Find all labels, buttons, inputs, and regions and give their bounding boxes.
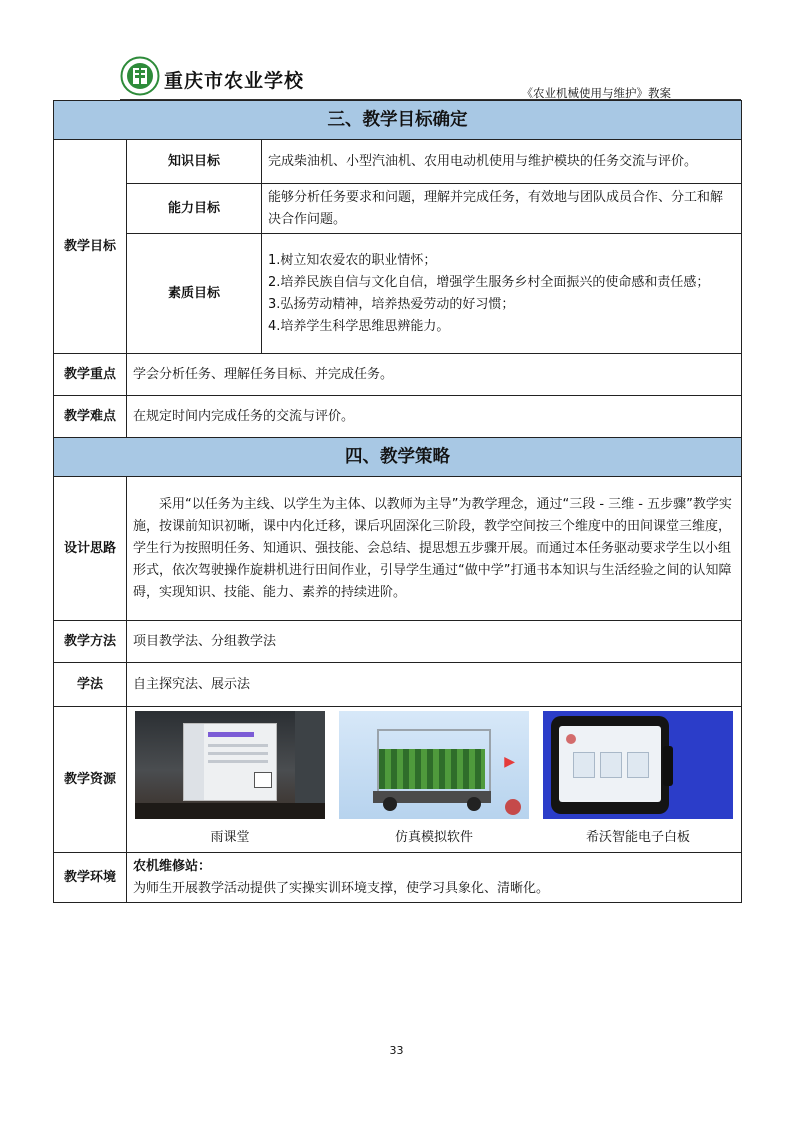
environment-cell	[127, 853, 742, 903]
key-point-label: 教学重点	[54, 354, 127, 396]
page-header	[120, 56, 741, 100]
learning-text: 自主探究法、展示法	[127, 663, 742, 707]
resource-caption: 希沃智能电子白板	[585, 830, 690, 845]
school-name: 重庆市农业学校	[164, 70, 305, 92]
resources-cell	[127, 707, 742, 853]
lesson-plan-table	[53, 100, 742, 903]
goals-label: 教学目标	[54, 140, 127, 354]
environment-title: 农机维修站：	[133, 858, 212, 874]
resource-item	[135, 711, 325, 849]
quality-goal-line: 1.树立知农爱农的职业情怀；	[268, 252, 437, 268]
difficulty-text: 在规定时间内完成任务的交流与评价。	[127, 396, 742, 438]
quality-goal-label: 素质目标	[127, 234, 262, 354]
arrow-icon: ▶	[504, 754, 515, 770]
resources-label: 教学资源	[54, 707, 127, 853]
section-title-strategy: 四、教学策略	[54, 438, 742, 477]
knowledge-goal-text: 完成柴油机、小型汽油机、农用电动机使用与维护模块的任务交流与评价。	[262, 140, 742, 184]
knowledge-goal-label: 知识目标	[127, 140, 262, 184]
ability-goal-label: 能力目标	[127, 184, 262, 234]
rain-classroom-screenshot	[135, 711, 325, 819]
learning-label: 学法	[54, 663, 127, 707]
school-logo-icon	[120, 56, 160, 96]
method-text: 项目教学法、分组教学法	[127, 621, 742, 663]
quality-goal-line: 2.培养民族自信与文化自信，增强学生服务乡村全面振兴的使命感和责任感；	[268, 274, 710, 290]
quality-goal-line: 4.培养学生科学思维思辨能力。	[268, 318, 450, 334]
resource-item	[543, 711, 733, 849]
page-number: 33	[389, 1044, 404, 1057]
quality-goal-line: 3.弘扬劳动精神，培养热爱劳动的好习惯；	[268, 296, 515, 312]
design-label: 设计思路	[54, 477, 127, 621]
method-label: 教学方法	[54, 621, 127, 663]
quality-goal-text	[262, 234, 742, 354]
difficulty-label: 教学难点	[54, 396, 127, 438]
resource-caption: 仿真模拟软件	[394, 830, 473, 845]
key-point-text: 学会分析任务、理解任务目标、并完成任务。	[127, 354, 742, 396]
seewo-whiteboard-photo	[543, 711, 733, 819]
resource-item	[339, 711, 529, 849]
section-title-objectives: 三、教学目标确定	[54, 101, 742, 140]
environment-text: 为师生开展教学活动提供了实操实训环境支撑，使学习具象化、清晰化。	[133, 880, 550, 896]
simulation-software-screenshot	[339, 711, 529, 819]
design-text: 采用“以任务为主线、以学生为主体、以教师为主导”为教学理念，通过“三段 - 三维 - 五步骤”教学实施，按课前知识初晰，课中内化迁移，课后巩固深化三阶段，教学空间按三个维度中的田间课堂三维度，学生行为按照明任务、知通识、强技能、会总结、提思想五步骤开展。而通过本任务驱动要求学生以小组形式，依次驾驶操作旋耕机进行田间作业，引导学生通过“做中学”打通书本知识与生活经验之间的认知障碍，实现知识、技能、能力、素养的持续进阶。	[127, 477, 742, 621]
environment-label: 教学环境	[54, 853, 127, 903]
resource-caption: 雨课堂	[210, 830, 250, 845]
resources-list	[133, 709, 735, 849]
course-title: 《农业机械使用与维护》教案	[521, 86, 671, 100]
ability-goal-text: 能够分析任务要求和问题，理解并完成任务，有效地与团队成员合作、分工和解决合作问题。	[262, 184, 742, 234]
